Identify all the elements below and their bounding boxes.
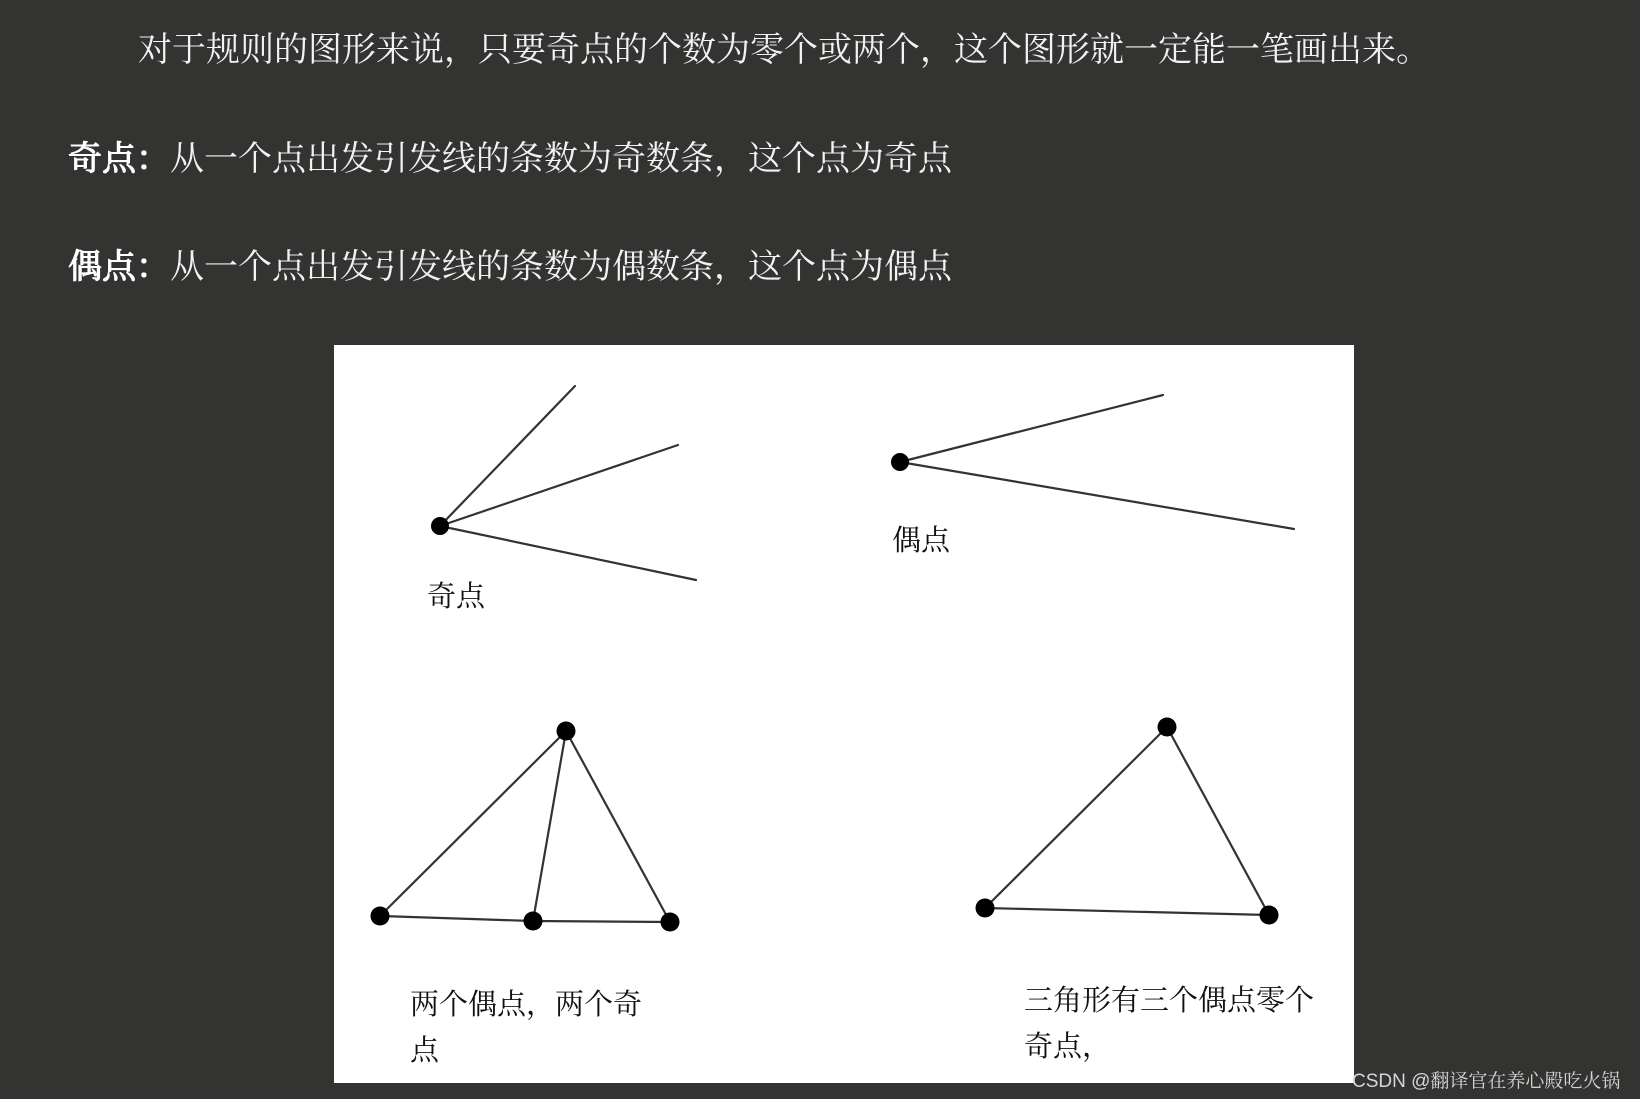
bl-vertex-mid xyxy=(524,912,543,931)
bl-vertex-right xyxy=(661,913,680,932)
odd-ray-1 xyxy=(440,386,575,526)
bl-vertex-left xyxy=(371,907,390,926)
even-point-label: 偶点 xyxy=(892,523,951,557)
odd-point-term: 奇点： xyxy=(68,139,170,179)
even-point-term: 偶点： xyxy=(68,247,170,287)
even-ray-1 xyxy=(900,395,1163,462)
odd-point-dot xyxy=(431,517,449,535)
even-point-definition xyxy=(68,245,952,289)
odd-point-label: 奇点 xyxy=(427,579,486,613)
bl-base-right xyxy=(533,921,670,922)
br-edge-right xyxy=(1167,727,1269,915)
br-base xyxy=(985,908,1269,915)
bottom-right-caption: 三角形有三个偶点零个奇点， xyxy=(1024,983,1315,1063)
odd-point-definition xyxy=(68,137,952,181)
odd-point-text: 从一个点出发引发线的条数为奇数条，这个点为奇点 xyxy=(170,139,952,179)
even-point-dot xyxy=(891,453,909,471)
illustration-svg xyxy=(334,345,1354,1083)
br-vertex-right xyxy=(1260,906,1279,925)
bl-vertex-top xyxy=(557,722,576,741)
odd-ray-3 xyxy=(440,526,696,580)
br-edge-left xyxy=(985,727,1167,908)
bl-edge-right xyxy=(566,731,670,922)
even-ray-2 xyxy=(900,462,1294,529)
even-point-text: 从一个点出发引发线的条数为偶数条，这个点为偶点 xyxy=(170,247,952,287)
intro-paragraph: 对于规则的图形来说，只要奇点的个数为零个或两个，这个图形就一定能一笔画出来。 xyxy=(138,30,1430,70)
odd-ray-2 xyxy=(440,445,678,526)
bottom-left-caption: 两个偶点，两个奇点 xyxy=(410,987,643,1067)
br-vertex-left xyxy=(976,899,995,918)
bl-base-left xyxy=(380,916,533,921)
illustration-panel xyxy=(334,345,1354,1083)
watermark: CSDN @翻译官在养心殿吃火锅 xyxy=(1352,1071,1621,1092)
br-vertex-top xyxy=(1158,718,1177,737)
